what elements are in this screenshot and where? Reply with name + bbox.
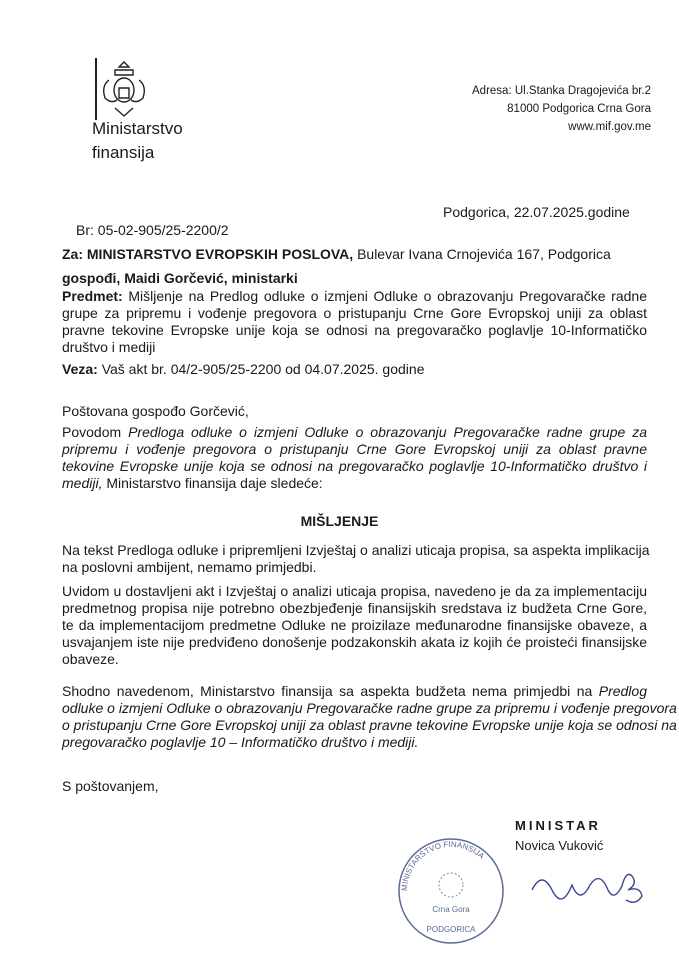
closing: S poštovanjem, bbox=[62, 778, 159, 794]
intro-text: Ministarstvo finansija daje sledeće: bbox=[102, 475, 323, 491]
reference-label: Veza: bbox=[62, 361, 98, 377]
intro-text-italic: Predloga odluke o izmjeni Odluke o obrazovanju Pregovaračke radne grupe za bbox=[128, 424, 647, 440]
address-line: Adresa: Ul.Stanka Dragojevića br.2 bbox=[472, 85, 651, 97]
paragraph-line: Na tekst Predloga odluke i pripremljeni Izvještaj o analizi uticaja propisa, sa aspekta implikacija bbox=[62, 542, 650, 558]
signatory-name: Novica Vuković bbox=[515, 838, 604, 853]
za-label: Za: bbox=[62, 246, 83, 262]
paragraph-line: odluke o izmjeni Odluke o obrazovanju Pregovaračke radne grupe za pripremu i vođenje pregovora bbox=[62, 700, 677, 716]
intro-text: Povodom bbox=[62, 424, 129, 440]
logo-line: finansija bbox=[92, 143, 155, 162]
paragraph-line: obaveze. bbox=[62, 651, 119, 667]
reference-number: Br: 05-02-905/25-2200/2 bbox=[76, 222, 229, 238]
document-date: Podgorica, 22.07.2025.godine bbox=[443, 204, 630, 220]
reference-text: Vaš akt br. 04/2-905/25-2200 od 04.07.2025. godine bbox=[97, 361, 425, 377]
address-line: 81000 Podgorica Crna Gora bbox=[507, 103, 651, 115]
opinion-heading: MIŠLJENJE bbox=[300, 513, 379, 529]
subject-text: Mišljenje na Predlog odluke o izmjeni Odluke o obrazovanju Pregovaračke radne bbox=[122, 288, 647, 304]
paragraph-line bbox=[62, 683, 647, 700]
addressee-text: gospođi, Maidi Gorčević, ministarki bbox=[62, 270, 298, 286]
coat-of-arms-icon bbox=[95, 58, 153, 120]
signatory-title: MINISTAR bbox=[515, 818, 601, 833]
salutation: Poštovana gospođo Gorčević, bbox=[62, 403, 249, 419]
subject-line bbox=[62, 288, 647, 305]
stamp-text: PODGORICA bbox=[426, 925, 476, 934]
addressee bbox=[62, 270, 298, 286]
paragraph-text-italic: Predlog bbox=[598, 683, 647, 699]
intro-line bbox=[62, 424, 647, 441]
official-stamp bbox=[395, 835, 507, 947]
ministry-logo-text bbox=[92, 117, 183, 165]
paragraph-line: o pristupanju Crne Gore Evropskoj uniji za oblast pravne tekovine Evropske unije koja se odnosi na bbox=[62, 717, 677, 733]
paragraph-line: predmetnog propisa nije potrebno obezbjeđenje finansijskih sredstava iz budžeta Crne Gore, bbox=[62, 600, 647, 616]
paragraph-line: pregovaračko poglavlje 10 – Informatičko društvo i mediji. bbox=[62, 734, 419, 750]
subject-label: Predmet: bbox=[62, 288, 123, 304]
address-block bbox=[472, 82, 651, 136]
subject-line: grupe za pripremu i vođenje pregovora o pristupanju Crne Gore Evropskoj uniji za oblast bbox=[62, 305, 647, 321]
handwritten-signature bbox=[530, 862, 650, 912]
paragraph-line: na poslovni ambijent, nemamo primjedbi. bbox=[62, 559, 317, 575]
logo-line: Ministarstvo bbox=[92, 119, 183, 138]
intro-line: tekovine Evropske unije koja se odnosi na pregovaračko poglavlje 10-Informatičko društvo i bbox=[62, 458, 647, 474]
paragraph-line: usvajanjem iste nije predviđeno donošenje podzakonskih akata iz kojih će proisteći finansijske bbox=[62, 634, 647, 650]
website-link[interactable]: www.mif.gov.me bbox=[568, 121, 651, 133]
intro-line bbox=[62, 475, 647, 492]
recipient-address: Bulevar Ivana Crnojevića 167, Podgorica bbox=[353, 246, 611, 262]
stamp-text: Crna Gora bbox=[432, 905, 470, 914]
recipient-line bbox=[62, 246, 611, 262]
stamp-text: MINISTARSTVO FINANSIJA bbox=[399, 839, 487, 892]
paragraph-line: te da implementacijom predmetne Odluke ne proizilaze međunarodne finansijske obaveze, a bbox=[62, 617, 647, 633]
subject-line: pravne tekovine Evropske unije koja se odnosi na pregovaračko poglavlje 10-Informatičko bbox=[62, 322, 647, 338]
recipient-org: MINISTARSTVO EVROPSKIH POSLOVA, bbox=[86, 246, 354, 262]
subject-line: društvo i mediji bbox=[62, 339, 156, 355]
reference-line bbox=[62, 361, 424, 377]
intro-line: pripremu i vođenje pregovora o pristupanju Crne Gore Evropskoj uniji za oblast pravne bbox=[62, 441, 647, 457]
paragraph-line: Uvidom u dostavljeni akt i Izvještaj o analizi uticaja propisa, navedeno je da za implementaciju bbox=[62, 583, 647, 599]
svg-text:MINISTARSTVO FINANSIJA bbox=[400, 840, 487, 891]
paragraph-text: Shodno navedenom, Ministarstvo finansija sa aspekta budžeta nema primjedbi na bbox=[62, 683, 599, 699]
intro-text-italic: mediji, bbox=[62, 475, 103, 491]
